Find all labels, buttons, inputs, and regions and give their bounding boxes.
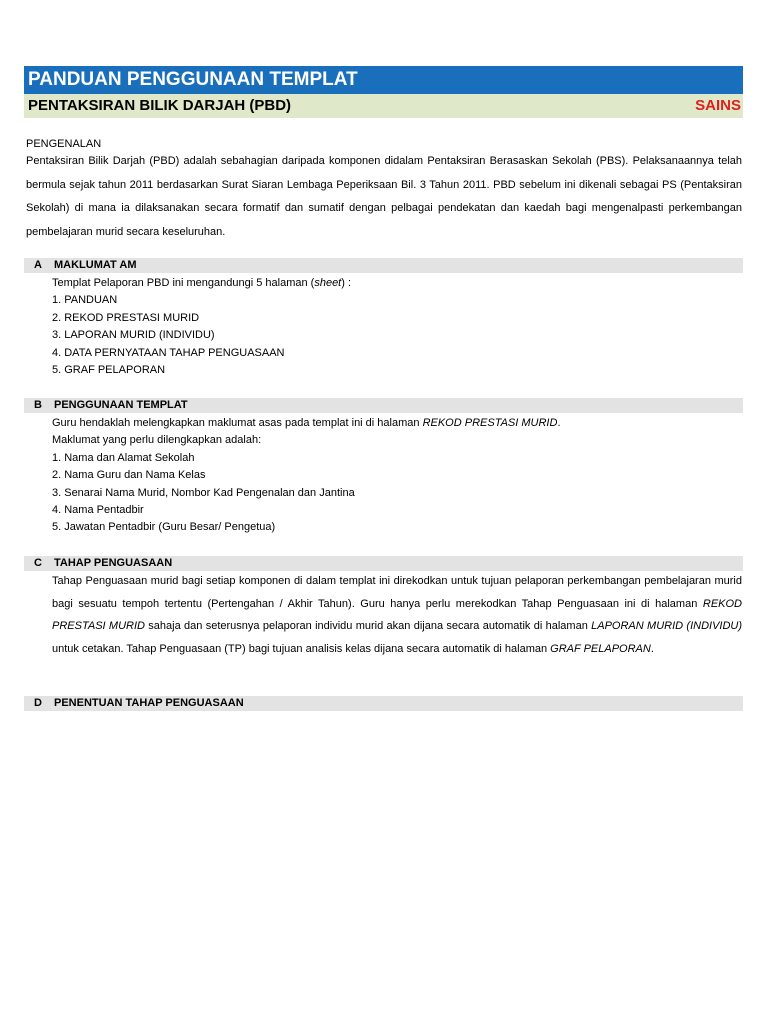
- list-item: 5. Jawatan Pentadbir (Guru Besar/ Pengetua): [52, 521, 276, 534]
- list-item: 2. Nama Guru dan Nama Kelas: [52, 469, 206, 482]
- section-c-header: [24, 556, 743, 571]
- section-b-header: [24, 398, 743, 413]
- document-title: PANDUAN PENGGUNAAN TEMPLAT: [24, 66, 743, 94]
- intro-heading: PENGENALAN: [26, 138, 102, 150]
- section-a-letter: A: [34, 259, 42, 271]
- list-item: 1. Nama dan Alamat Sekolah: [52, 451, 195, 464]
- section-a-header: [24, 258, 743, 273]
- section-a-body: [52, 275, 742, 379]
- list-item: 3. LAPORAN MURID (INDIVIDU): [52, 329, 215, 342]
- document-subtitle: PENTAKSIRAN BILIK DARJAH (PBD): [28, 97, 292, 114]
- document-subtitle-bar: [24, 94, 743, 118]
- list-item: 1. PANDUAN: [52, 294, 118, 307]
- list-item: 2. REKOD PRESTASI MURID: [52, 311, 200, 324]
- list-item: 4. DATA PERNYATAAN TAHAP PENGUASAAN: [52, 346, 285, 359]
- section-b-lead: Guru hendaklah melengkapkan maklumat asas pada templat ini di halaman REKOD PRESTASI MURID.: [52, 417, 561, 429]
- section-d-letter: D: [34, 697, 42, 709]
- section-d-header: [24, 696, 743, 711]
- section-d-title: PENENTUAN TAHAP PENGUASAAN: [54, 697, 244, 709]
- section-b-lead2: Maklumat yang perlu dilengkapkan adalah:: [52, 434, 262, 447]
- section-c-paragraph: Tahap Penguasaan murid bagi setiap komponen di dalam templat ini direkodkan untuk tujuan pelaporan perkembangan pembelajaran murid bagi sesuatu tempoh tertentu (Pertengahan / Akhir Tahun). Guru hanya perlu merekodkan Tahap Penguasaan ini di halaman REKOD PRESTASI MURID sahaja dan seterusnya pelaporan individu murid akan dijana secara automatik di halaman LAPORAN MURID (INDIVIDU) untuk cetakan. Tahap Penguasaan (TP) bagi tujuan analisis kelas dijana secara automatik di halaman GRAF PELAPORAN.: [52, 575, 743, 655]
- section-c-letter: C: [34, 557, 42, 569]
- section-a-lead: Templat Pelaporan PBD ini mengandungi 5 halaman (sheet) :: [52, 277, 352, 289]
- section-a-title: MAKLUMAT AM: [54, 259, 137, 271]
- list-item: 4. Nama Pentadbir: [52, 504, 144, 517]
- section-c-title: TAHAP PENGUASAAN: [54, 557, 173, 569]
- section-b-title: PENGGUNAAN TEMPLAT: [54, 399, 188, 411]
- list-item: 3. Senarai Nama Murid, Nombor Kad Pengenalan dan Jantina: [52, 486, 355, 499]
- list-item: 5. GRAF PELAPORAN: [52, 364, 166, 377]
- subject-label: SAINS: [695, 97, 741, 114]
- section-b-letter: B: [34, 399, 42, 411]
- intro-paragraph: Pentaksiran Bilik Darjah (PBD) adalah sebahagian daripada komponen didalam Pentaksiran Berasaskan Sekolah (PBS). Pelaksanaannya telah bermula sejak tahun 2011 berdasarkan Surat Siaran Lembaga Peperiksaan Bil. 3 Tahun 2011. PBD sebelum ini dikenali sebagai PS (Pentaksiran Sekolah) di mana ia dilaksanakan secara formatif dan sumatif dengan pelbagai pendekatan dan kaedah bagi mengenalpasti perkembangan pembelajaran murid secara keseluruhan.: [26, 155, 742, 238]
- section-b-body: [52, 415, 742, 537]
